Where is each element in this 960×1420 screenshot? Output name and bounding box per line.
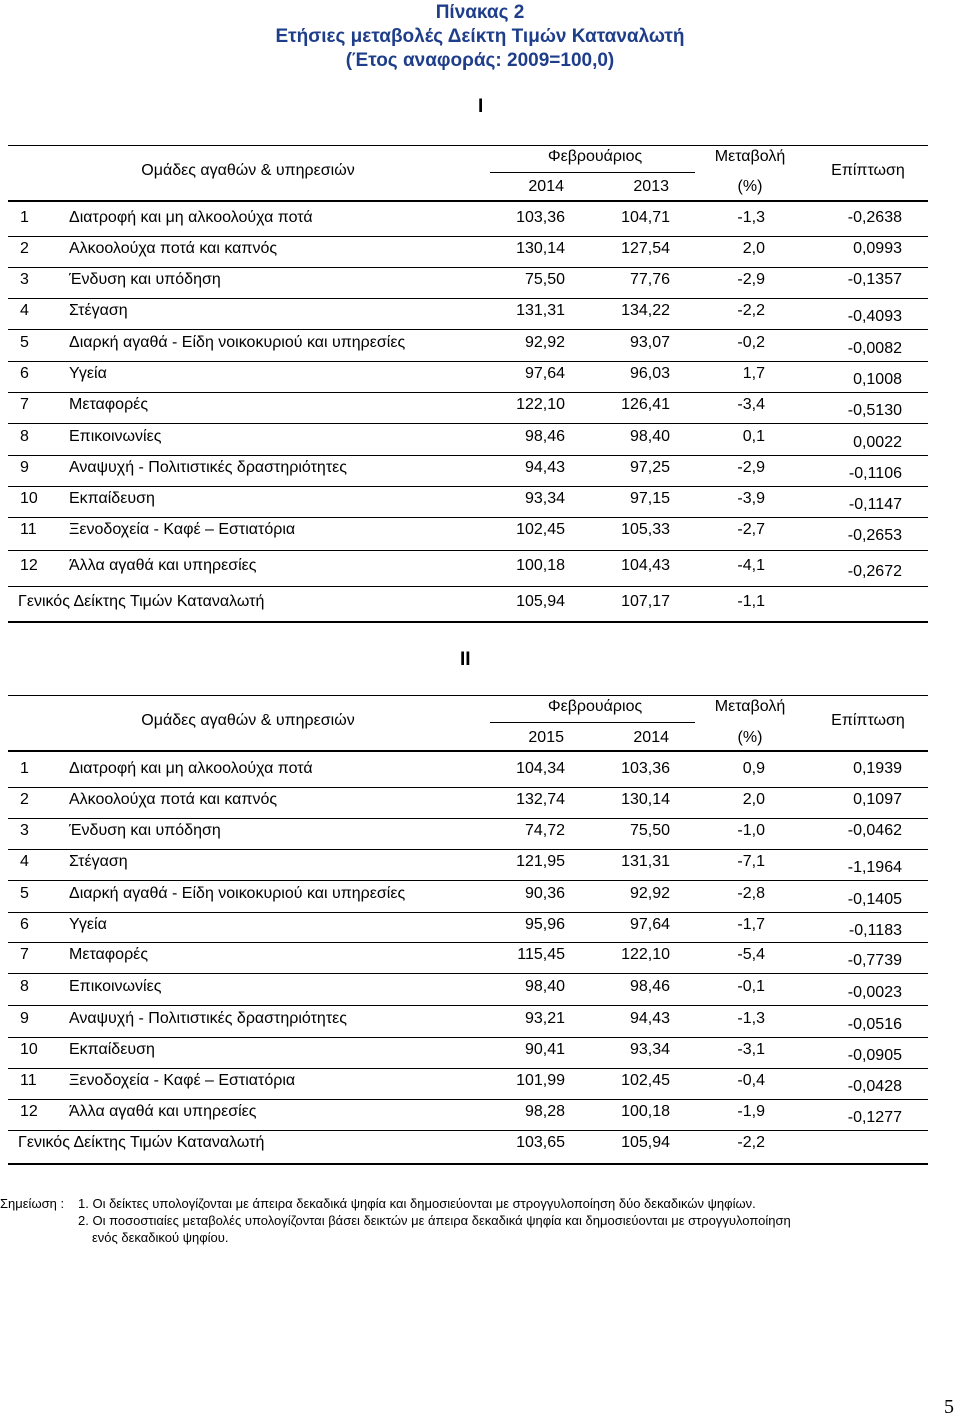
row-number: 2 <box>20 791 29 808</box>
header-bottom-rule <box>8 750 928 752</box>
row-change-percent: -4,1 <box>737 557 765 574</box>
row-value-year-b: 103,36 <box>621 760 670 777</box>
row-number: 2 <box>20 240 29 257</box>
column-header-year-a: 2014 <box>528 178 564 195</box>
row-impact: -0,0023 <box>847 984 902 1001</box>
row-impact: -0,4093 <box>847 308 902 325</box>
row-impact: 0,0022 <box>853 434 902 451</box>
row-separator <box>8 818 928 819</box>
row-separator <box>8 1099 928 1100</box>
row-number: 7 <box>20 396 29 413</box>
row-number: 12 <box>20 557 38 574</box>
row-category-name: Αλκοολούχα ποτά και καπνός <box>69 791 278 808</box>
row-number: 10 <box>20 490 38 507</box>
row-category-name: Υγεία <box>69 916 107 933</box>
row-value-year-a: 98,46 <box>524 428 565 445</box>
row-change-percent: -0,4 <box>737 1072 765 1089</box>
row-number: 4 <box>20 853 29 870</box>
row-number: 6 <box>20 916 29 933</box>
row-change-percent: -2,9 <box>737 271 765 288</box>
row-value-year-a: 95,96 <box>524 916 565 933</box>
table-bottom-rule <box>8 1163 928 1165</box>
row-category-name: Άλλα αγαθά και υπηρεσίες <box>69 557 257 574</box>
row-separator <box>8 787 928 788</box>
row-number: 6 <box>20 365 29 382</box>
row-value-year-b: 98,40 <box>629 428 670 445</box>
row-value-year-a: 94,43 <box>524 459 565 476</box>
row-category-name: Ξενοδοχεία - Καφέ – Εστιατόρια <box>69 521 296 538</box>
row-change-percent: -7,1 <box>737 853 765 870</box>
column-header-month: Φεβρουάριος <box>547 148 643 165</box>
row-number: 3 <box>20 822 29 839</box>
row-impact: 0,0993 <box>853 240 902 257</box>
row-category-name: Ξενοδοχεία - Καφέ – Εστιατόρια <box>69 1072 296 1089</box>
row-impact: -0,2672 <box>847 563 902 580</box>
row-value-year-b: 100,18 <box>621 1103 670 1120</box>
row-change-percent: -2,2 <box>737 302 765 319</box>
row-value-year-a: 93,34 <box>524 490 565 507</box>
row-value-year-b: 93,07 <box>629 334 670 351</box>
column-header-month: Φεβρουάριος <box>547 698 643 715</box>
row-change-percent: 0,1 <box>742 428 765 445</box>
row-change-percent: -1,3 <box>737 1010 765 1027</box>
row-number: 9 <box>20 459 29 476</box>
row-number: 11 <box>20 521 37 538</box>
row-category-name: Διαρκή αγαθά - Είδη νοικοκυριού και υπηρεσίες <box>69 885 406 902</box>
row-value-year-a: 132,74 <box>516 791 565 808</box>
row-value-year-b: 96,03 <box>629 365 670 382</box>
row-change-percent: -2,8 <box>737 885 765 902</box>
page-number: 5 <box>944 1396 954 1418</box>
row-category-name: Αναψυχή - Πολιτιστικές δραστηριότητες <box>69 459 347 476</box>
month-underline <box>490 722 695 723</box>
row-impact: -0,2653 <box>847 527 902 544</box>
row-value-year-b: 97,25 <box>629 459 670 476</box>
row-separator <box>8 973 928 974</box>
row-impact: -0,5130 <box>847 402 902 419</box>
row-impact: -0,1147 <box>848 496 902 513</box>
row-impact: 0,1097 <box>853 791 902 808</box>
row-change-percent: -1,9 <box>737 1103 765 1120</box>
row-separator <box>8 942 928 943</box>
row-category-name: Διατροφή και μη αλκοολούχα ποτά <box>69 209 313 226</box>
column-header-year-a: 2015 <box>528 729 564 746</box>
table-bottom-rule <box>8 621 928 623</box>
row-change-percent: -1,7 <box>737 916 765 933</box>
row-impact: -0,1277 <box>847 1109 902 1126</box>
row-separator <box>8 486 928 487</box>
row-impact: -0,1183 <box>848 922 902 939</box>
row-change-percent: -1,0 <box>737 822 765 839</box>
row-value-year-a: 74,72 <box>524 822 565 839</box>
row-impact: 0,1008 <box>853 371 902 388</box>
row-impact: -0,0462 <box>847 822 902 839</box>
row-impact: -0,0428 <box>847 1078 902 1095</box>
row-number: 8 <box>20 978 29 995</box>
row-change-percent: -2,7 <box>737 521 765 538</box>
row-number: 5 <box>20 334 29 351</box>
row-number: 8 <box>20 428 29 445</box>
row-separator <box>8 912 928 913</box>
table-roman-numeral: I <box>478 96 484 117</box>
row-separator <box>8 880 928 881</box>
month-underline <box>490 172 695 173</box>
row-value-year-b: 131,31 <box>621 853 670 870</box>
row-category-name: Ένδυση και υπόδηση <box>69 271 221 288</box>
row-value-year-b: 104,43 <box>621 557 670 574</box>
row-number: 12 <box>20 1103 38 1120</box>
row-number: 1 <box>20 760 29 777</box>
row-value-year-b: 97,64 <box>629 916 670 933</box>
column-header-change-unit: (%) <box>737 178 763 195</box>
column-header-change: Μεταβολή <box>714 698 786 715</box>
row-change-percent: -5,4 <box>737 946 765 963</box>
note-1: 1. Οι δείκτες υπολογίζονται με άπειρα δεκαδικά ψηφία και δημοσιεύονται με στρογγυλοποίηση δύο δεκαδικών ψηφίων. <box>78 1196 756 1211</box>
row-category-name: Επικοινωνίες <box>69 978 162 995</box>
total-change-percent: -2,2 <box>737 1134 765 1151</box>
row-category-name: Μεταφορές <box>69 396 149 413</box>
row-change-percent: -3,1 <box>737 1041 765 1058</box>
row-separator <box>8 298 928 299</box>
row-separator <box>8 392 928 393</box>
row-change-percent: -3,4 <box>737 396 765 413</box>
column-header-impact: Επίπτωση <box>831 162 905 179</box>
row-value-year-b: 104,71 <box>621 209 670 226</box>
row-change-percent: -1,3 <box>737 209 765 226</box>
row-value-year-a: 104,34 <box>516 760 565 777</box>
table-roman-numeral: II <box>460 649 471 670</box>
row-number: 4 <box>20 302 29 319</box>
row-category-name: Επικοινωνίες <box>69 428 162 445</box>
row-number: 1 <box>20 209 29 226</box>
row-change-percent: 0,9 <box>742 760 765 777</box>
row-category-name: Εκπαίδευση <box>69 1041 155 1058</box>
row-number: 10 <box>20 1041 38 1058</box>
row-category-name: Μεταφορές <box>69 946 149 963</box>
row-number: 3 <box>20 271 29 288</box>
total-value-year-b: 105,94 <box>621 1134 670 1151</box>
row-value-year-b: 98,46 <box>629 978 670 995</box>
row-impact: -0,0905 <box>847 1047 902 1064</box>
row-impact: -1,1964 <box>847 859 902 876</box>
total-value-year-a: 105,94 <box>516 593 565 610</box>
row-category-name: Εκπαίδευση <box>69 490 155 507</box>
row-separator <box>8 361 928 362</box>
row-number: 7 <box>20 946 29 963</box>
row-value-year-a: 100,18 <box>516 557 565 574</box>
row-value-year-b: 92,92 <box>629 885 670 902</box>
row-value-year-b: 127,54 <box>621 240 670 257</box>
row-separator <box>8 329 928 330</box>
row-category-name: Στέγαση <box>69 302 128 319</box>
row-value-year-a: 102,45 <box>516 521 565 538</box>
row-number: 11 <box>20 1072 37 1089</box>
column-header-groups: Ομάδες αγαθών & υπηρεσιών <box>141 162 355 179</box>
column-header-impact: Επίπτωση <box>831 712 905 729</box>
row-category-name: Αλκοολούχα ποτά και καπνός <box>69 240 278 257</box>
row-value-year-b: 93,34 <box>629 1041 670 1058</box>
row-number: 9 <box>20 1010 29 1027</box>
column-header-groups: Ομάδες αγαθών & υπηρεσιών <box>141 712 355 729</box>
row-separator <box>8 586 928 587</box>
row-category-name: Άλλα αγαθά και υπηρεσίες <box>69 1103 257 1120</box>
row-separator <box>8 517 928 518</box>
row-separator <box>8 849 928 850</box>
row-separator <box>8 267 928 268</box>
row-change-percent: -0,1 <box>737 978 765 995</box>
row-value-year-b: 94,43 <box>629 1010 670 1027</box>
header-bottom-rule <box>8 200 928 202</box>
row-separator <box>8 1005 928 1006</box>
row-separator <box>8 236 928 237</box>
total-row-label: Γενικός Δείκτης Τιμών Καταναλωτή <box>18 593 265 610</box>
row-category-name: Αναψυχή - Πολιτιστικές δραστηριότητες <box>69 1010 347 1027</box>
row-value-year-a: 98,28 <box>524 1103 565 1120</box>
row-impact: -0,0516 <box>847 1016 902 1033</box>
column-header-year-b: 2013 <box>633 178 669 195</box>
row-separator <box>8 1130 928 1131</box>
row-impact: 0,1939 <box>853 760 902 777</box>
row-impact: -0,1106 <box>848 465 902 482</box>
row-impact: -0,1405 <box>847 891 902 908</box>
table-top-rule <box>8 145 928 146</box>
row-number: 5 <box>20 885 29 902</box>
row-category-name: Διατροφή και μη αλκοολούχα ποτά <box>69 760 313 777</box>
row-value-year-b: 126,41 <box>621 396 670 413</box>
row-value-year-a: 103,36 <box>516 209 565 226</box>
table-top-rule <box>8 695 928 696</box>
row-value-year-b: 105,33 <box>621 521 670 538</box>
row-change-percent: 2,0 <box>742 240 765 257</box>
row-category-name: Ένδυση και υπόδηση <box>69 822 221 839</box>
row-value-year-b: 97,15 <box>629 490 670 507</box>
notes-label: Σημείωση : <box>0 1196 65 1211</box>
row-separator <box>8 1037 928 1038</box>
row-value-year-a: 98,40 <box>524 978 565 995</box>
row-value-year-a: 130,14 <box>516 240 565 257</box>
row-category-name: Στέγαση <box>69 853 128 870</box>
row-value-year-b: 122,10 <box>621 946 670 963</box>
row-value-year-b: 102,45 <box>621 1072 670 1089</box>
page-subtitle: Ετήσιες μεταβολές Δείκτη Τιμών Καταναλωτή <box>275 26 685 47</box>
row-change-percent: 1,7 <box>742 365 765 382</box>
row-impact: -0,7739 <box>847 952 902 969</box>
row-value-year-a: 97,64 <box>524 365 565 382</box>
row-value-year-b: 130,14 <box>621 791 670 808</box>
row-impact: -0,2638 <box>847 209 902 226</box>
row-separator <box>8 550 928 551</box>
row-value-year-a: 75,50 <box>524 271 565 288</box>
row-value-year-a: 92,92 <box>524 334 565 351</box>
row-category-name: Διαρκή αγαθά - Είδη νοικοκυριού και υπηρεσίες <box>69 334 406 351</box>
note-2-continued: ενός δεκαδικού ψηφίου. <box>92 1230 229 1245</box>
total-row-label: Γενικός Δείκτης Τιμών Καταναλωτή <box>18 1134 265 1151</box>
row-value-year-b: 77,76 <box>629 271 670 288</box>
column-header-year-b: 2014 <box>633 729 669 746</box>
row-value-year-a: 115,45 <box>517 946 565 963</box>
row-value-year-a: 131,31 <box>516 302 565 319</box>
row-separator <box>8 1068 928 1069</box>
row-value-year-a: 93,21 <box>524 1010 565 1027</box>
row-value-year-a: 122,10 <box>516 396 565 413</box>
row-value-year-b: 75,50 <box>629 822 670 839</box>
row-change-percent: -3,9 <box>737 490 765 507</box>
row-value-year-a: 121,95 <box>516 853 565 870</box>
page-reference-year: (Έτος αναφοράς: 2009=100,0) <box>345 50 615 71</box>
page-title: Πίνακας 2 <box>435 2 525 23</box>
column-header-change: Μεταβολή <box>714 148 786 165</box>
total-value-year-b: 107,17 <box>621 593 670 610</box>
total-value-year-a: 103,65 <box>516 1134 565 1151</box>
row-category-name: Υγεία <box>69 365 107 382</box>
row-value-year-a: 90,36 <box>524 885 565 902</box>
note-2: 2. Οι ποσοστιαίες μεταβολές υπολογίζονται βάσει δεικτών με άπειρα δεκαδικά ψηφία και δημοσιεύονται με στρογγυλοποίηση <box>78 1213 791 1228</box>
row-change-percent: -2,9 <box>737 459 765 476</box>
row-impact: -0,0082 <box>847 340 902 357</box>
row-impact: -0,1357 <box>847 271 902 288</box>
row-value-year-b: 134,22 <box>621 302 670 319</box>
row-value-year-a: 101,99 <box>516 1072 565 1089</box>
row-value-year-a: 90,41 <box>524 1041 565 1058</box>
row-change-percent: 2,0 <box>742 791 765 808</box>
row-separator <box>8 455 928 456</box>
row-change-percent: -0,2 <box>737 334 765 351</box>
row-separator <box>8 423 928 424</box>
column-header-change-unit: (%) <box>737 729 763 746</box>
total-change-percent: -1,1 <box>737 593 765 610</box>
